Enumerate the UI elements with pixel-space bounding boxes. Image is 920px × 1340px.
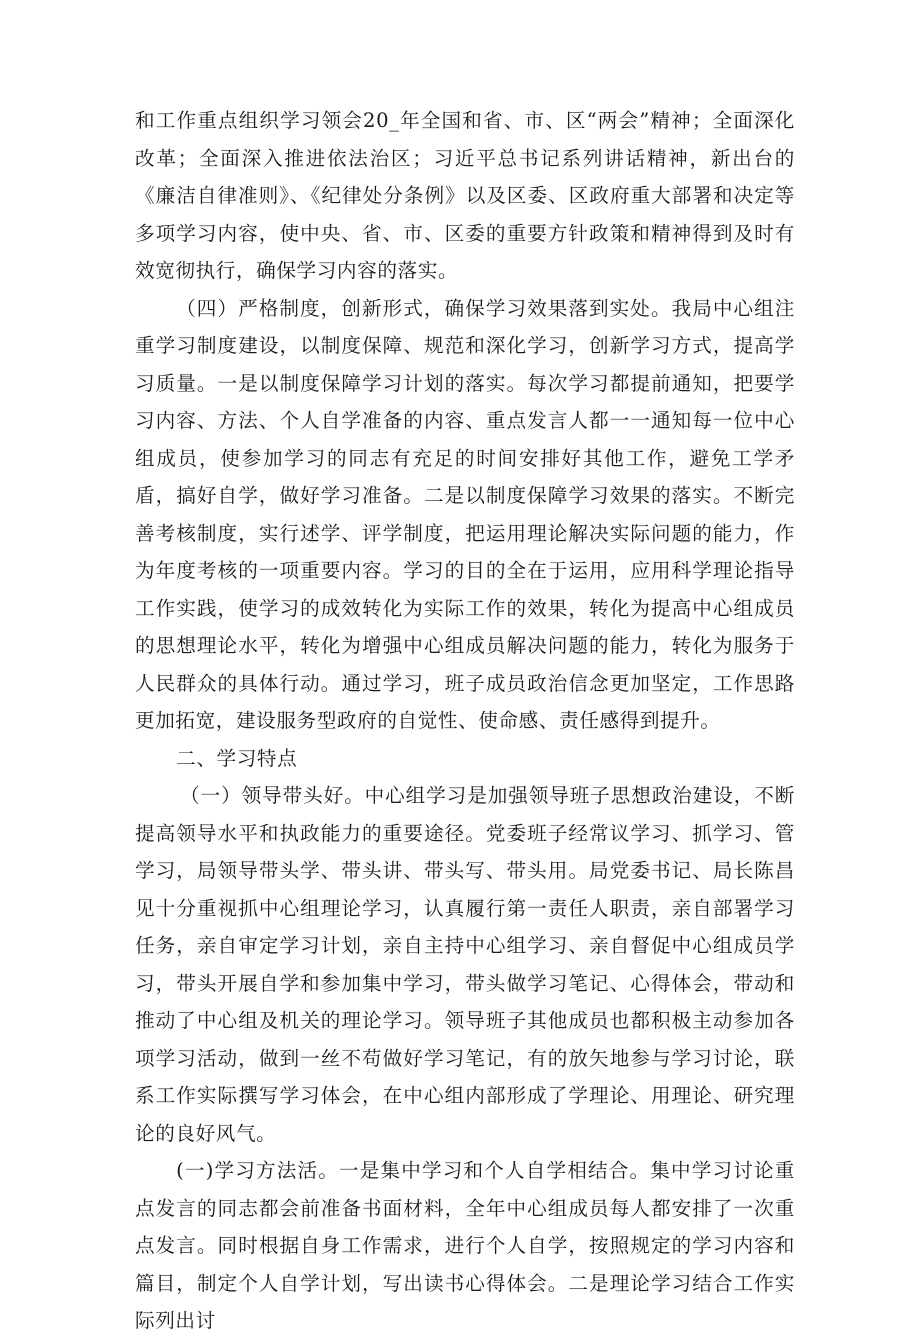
document-body <box>135 102 795 1340</box>
paragraph-leadership: （一）领导带头好。中心组学习是加强领导班子思想政治建设，不断提高领导水平和执政能力的重要途径。党委班子经常议学习、抓学习、管学习，局领导带头学、带头讲、带头写、带头用。局党委书记、局长陈昌见十分重视抓中心组理论学习，认真履行第一责任人职责，亲自部署学习任务，亲自审定学习计划，亲自主持中心组学习、亲自督促中心组成员学习，带头开展自学和参加集中学习，带头做学习笔记、心得体会，带动和推动了中心组及机关的理论学习。领导班子其他成员也都积极主动参加各项学习活动，做到一丝不苟做好学习笔记，有的放矢地参与学习讨论，联系工作实际撰写学习体会，在中心组内部形成了学理论、用理论、研究理论的良好风气。 <box>135 784 795 1145</box>
section-heading-study-features: 二、学习特点 <box>176 746 298 770</box>
paragraph-section-four: （四）严格制度，创新形式，确保学习效果落到实处。我局中心组注重学习制度建设，以制度保障、规范和深化学习，创新学习方式，提高学习质量。一是以制度保障学习计划的落实。每次学习都提前通知，把要学习内容、方法、个人自学准备的内容、重点发言人都一一通知每一位中心组成员，使参加学习的同志有充足的时间安排好其他工作，避免工学矛盾，搞好自学，做好学习准备。二是以制度保障学习效果的落实。不断完善考核制度，实行述学、评学制度，把运用理论解决实际问题的能力，作为年度考核的一项重要内容。学习的目的全在于运用，应用科学理论指导工作实践，使学习的成效转化为实际工作的效果，转化为提高中心组成员的思想理论水平，转化为增强中心组成员解决问题的能力，转化为服务于人民群众的具体行动。通过学习，班子成员政治信念更加坚定，工作思路更加拓宽，建设服务型政府的自觉性、使命感、责任感得到提升。 <box>135 296 795 732</box>
paragraph-study-methods: (一)学习方法活。一是集中学习和个人自学相结合。集中学习讨论重点发言的同志都会前准备书面材料，全年中心组成员每人都安排了一次重点发言。同时根据自身工作需求，进行个人自学，按照规定的学习内容和篇目，制定个人自学计划，写出读书心得体会。二是理论学习结合工作实际列出讨 <box>135 1159 795 1332</box>
paragraph-study-content: 和工作重点组织学习领会20_年全国和省、市、区“两会”精神；全面深化改革；全面深入推进依法治区；习近平总书记系列讲话精神，新出台的《廉洁自律准则》、《纪律处分条例》以及区委、区政府重大部署和决定等多项学习内容，使中央、省、市、区委的重要方针政策和精神得到及时有效宽彻执行，确保学习内容的落实。 <box>135 109 795 282</box>
